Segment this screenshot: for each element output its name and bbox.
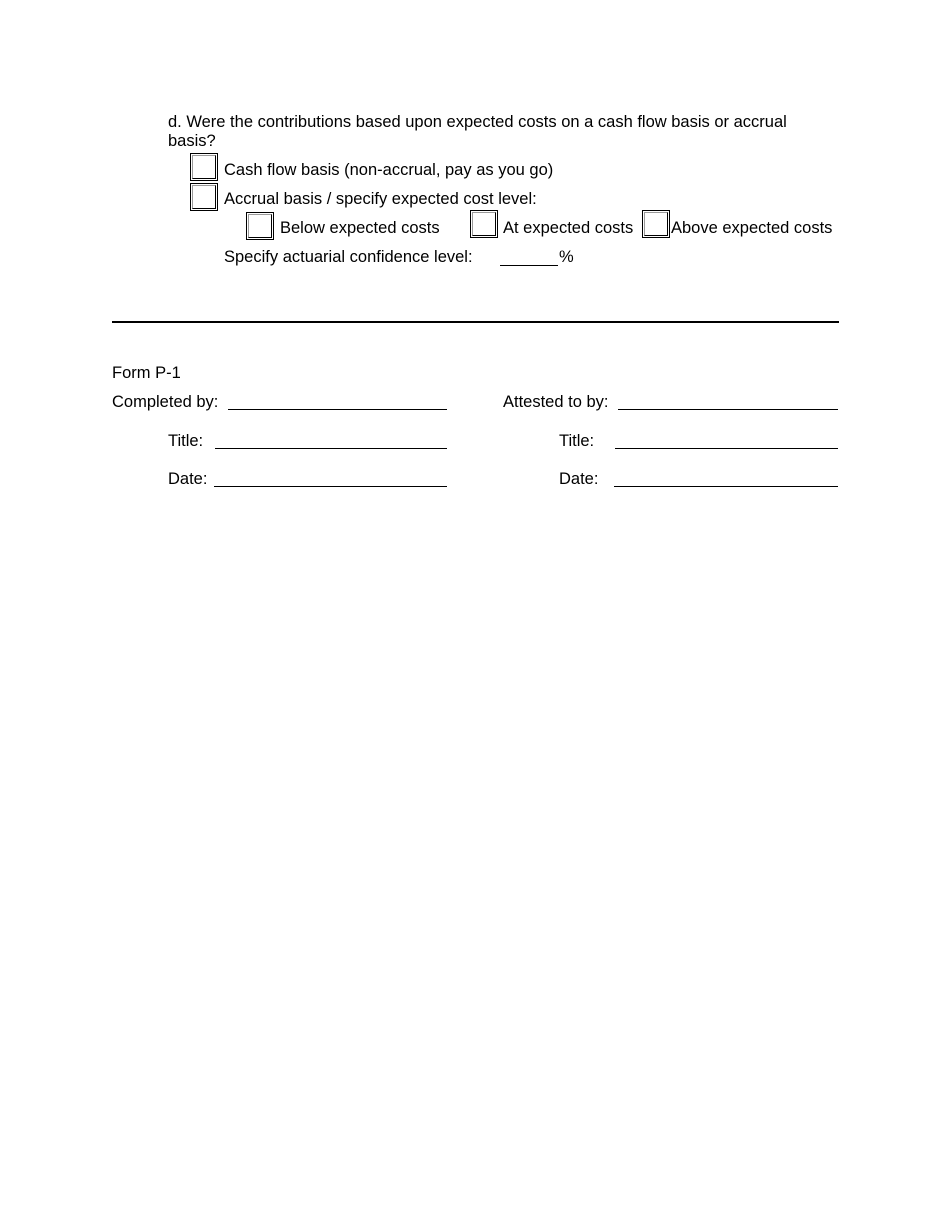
right-date-field[interactable] xyxy=(614,486,838,487)
attested-to-by-field[interactable] xyxy=(618,409,838,410)
below-expected-costs-label: Below expected costs xyxy=(280,219,440,237)
left-date-field[interactable] xyxy=(214,486,447,487)
question-text-line2: basis? xyxy=(168,132,216,150)
confidence-level-label: Specify actuarial confidence level: xyxy=(224,248,473,266)
form-id: Form P-1 xyxy=(112,364,181,382)
completed-by-label: Completed by: xyxy=(112,393,219,411)
cash-flow-basis-checkbox[interactable] xyxy=(190,153,218,181)
left-title-field[interactable] xyxy=(215,448,447,449)
cash-flow-basis-label: Cash flow basis (non-accrual, pay as you go) xyxy=(224,161,554,179)
accrual-basis-checkbox[interactable] xyxy=(190,183,218,211)
left-date-label: Date: xyxy=(168,470,208,488)
accrual-basis-label: Accrual basis / specify expected cost level: xyxy=(224,190,537,208)
left-title-label: Title: xyxy=(168,432,204,450)
confidence-level-field[interactable] xyxy=(500,265,558,266)
question-text-line1: d. Were the contributions based upon expected costs on a cash flow basis or accrual xyxy=(168,113,787,131)
percent-sign: % xyxy=(559,248,574,266)
at-expected-costs-checkbox[interactable] xyxy=(470,210,498,238)
right-title-field[interactable] xyxy=(615,448,838,449)
right-date-label: Date: xyxy=(559,470,599,488)
attested-to-by-label: Attested to by: xyxy=(503,393,609,411)
above-expected-costs-label: Above expected costs xyxy=(671,219,833,237)
right-title-label: Title: xyxy=(559,432,595,450)
below-expected-costs-checkbox[interactable] xyxy=(246,212,274,240)
at-expected-costs-label: At expected costs xyxy=(503,219,634,237)
section-divider xyxy=(112,321,839,323)
completed-by-field[interactable] xyxy=(228,409,447,410)
above-expected-costs-checkbox[interactable] xyxy=(642,210,670,238)
